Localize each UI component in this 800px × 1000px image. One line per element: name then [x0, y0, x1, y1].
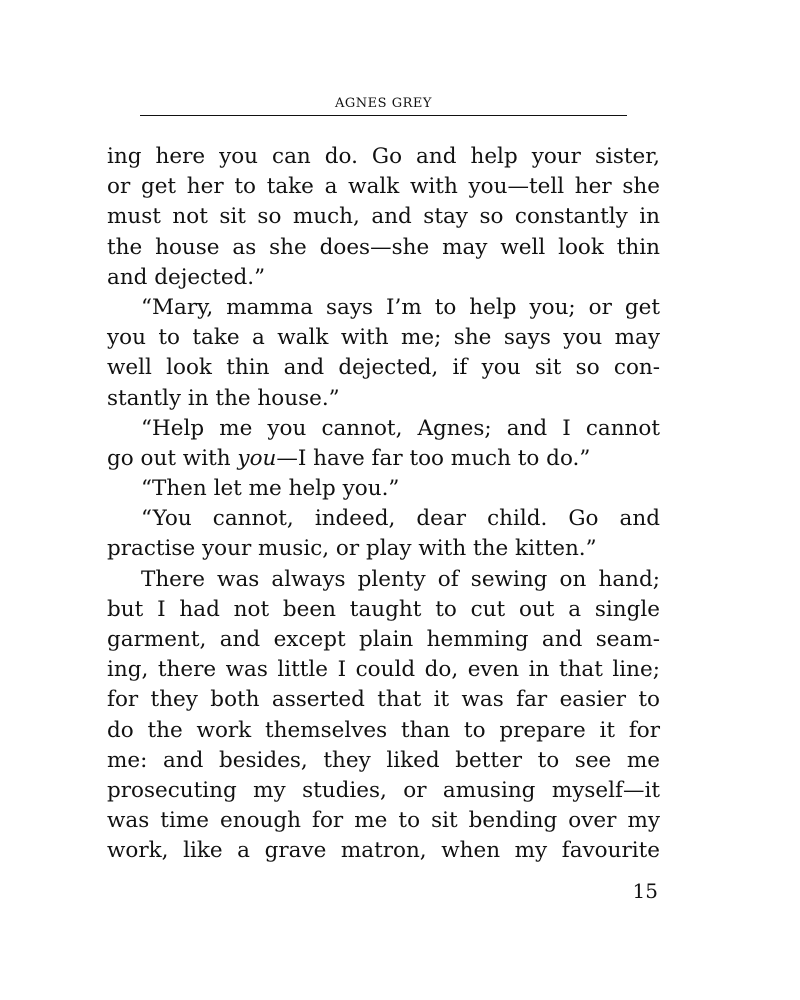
running-head: AGNES GREY: [335, 96, 432, 111]
text-line: prosecuting my studies, or amusing myself—it: [107, 777, 660, 803]
text-line: “Mary, mamma says I’m to help you; or get: [141, 294, 660, 320]
line-segment: —I have far too much to do.”: [276, 445, 591, 471]
text-line: but I had not been taught to cut out a single: [107, 596, 660, 622]
text-line: me: and besides, they liked better to see me: [107, 747, 660, 773]
text-line: “Then let me help you.”: [141, 476, 400, 502]
header-rule: [140, 115, 627, 116]
text-line: [107, 444, 660, 474]
italic-emphasis: you: [237, 445, 277, 471]
text-line: “You cannot, indeed, dear child. Go and: [141, 506, 660, 532]
text-line: do the work themselves than to prepare it for: [107, 717, 660, 743]
text-line: practise your music, or play with the kitten.”: [107, 536, 597, 562]
text-line: well look thin and dejected, if you sit so con-: [107, 355, 660, 381]
text-line: garment, and except plain hemming and seam-: [107, 627, 660, 652]
body-text: [107, 142, 660, 867]
text-line: work, like a grave matron, when my favourite: [107, 838, 660, 864]
page-number: 15: [632, 879, 658, 903]
text-line: or get her to take a walk with you—tell her she: [107, 174, 660, 200]
text-line: you to take a walk with me; she says you may: [107, 325, 660, 351]
text-line: for they both asserted that it was far easier to: [107, 687, 660, 713]
text-line: “Help me you cannot, Agnes; and I cannot: [141, 415, 660, 441]
text-line: the house as she does—she may well look thin: [107, 234, 660, 260]
text-line: There was always plenty of sewing on hand;: [141, 566, 660, 592]
text-line: must not sit so much, and stay so constantly in: [107, 204, 660, 230]
text-line: ing here you can do. Go and help your sister,: [107, 144, 660, 169]
text-line: and dejected.”: [107, 264, 266, 290]
line-segment: go out with: [107, 445, 238, 471]
text-line: was time enough for me to sit bending over my: [107, 808, 660, 834]
text-line: ing, there was little I could do, even in that line;: [107, 657, 660, 683]
text-line: stantly in the house.”: [107, 385, 340, 411]
